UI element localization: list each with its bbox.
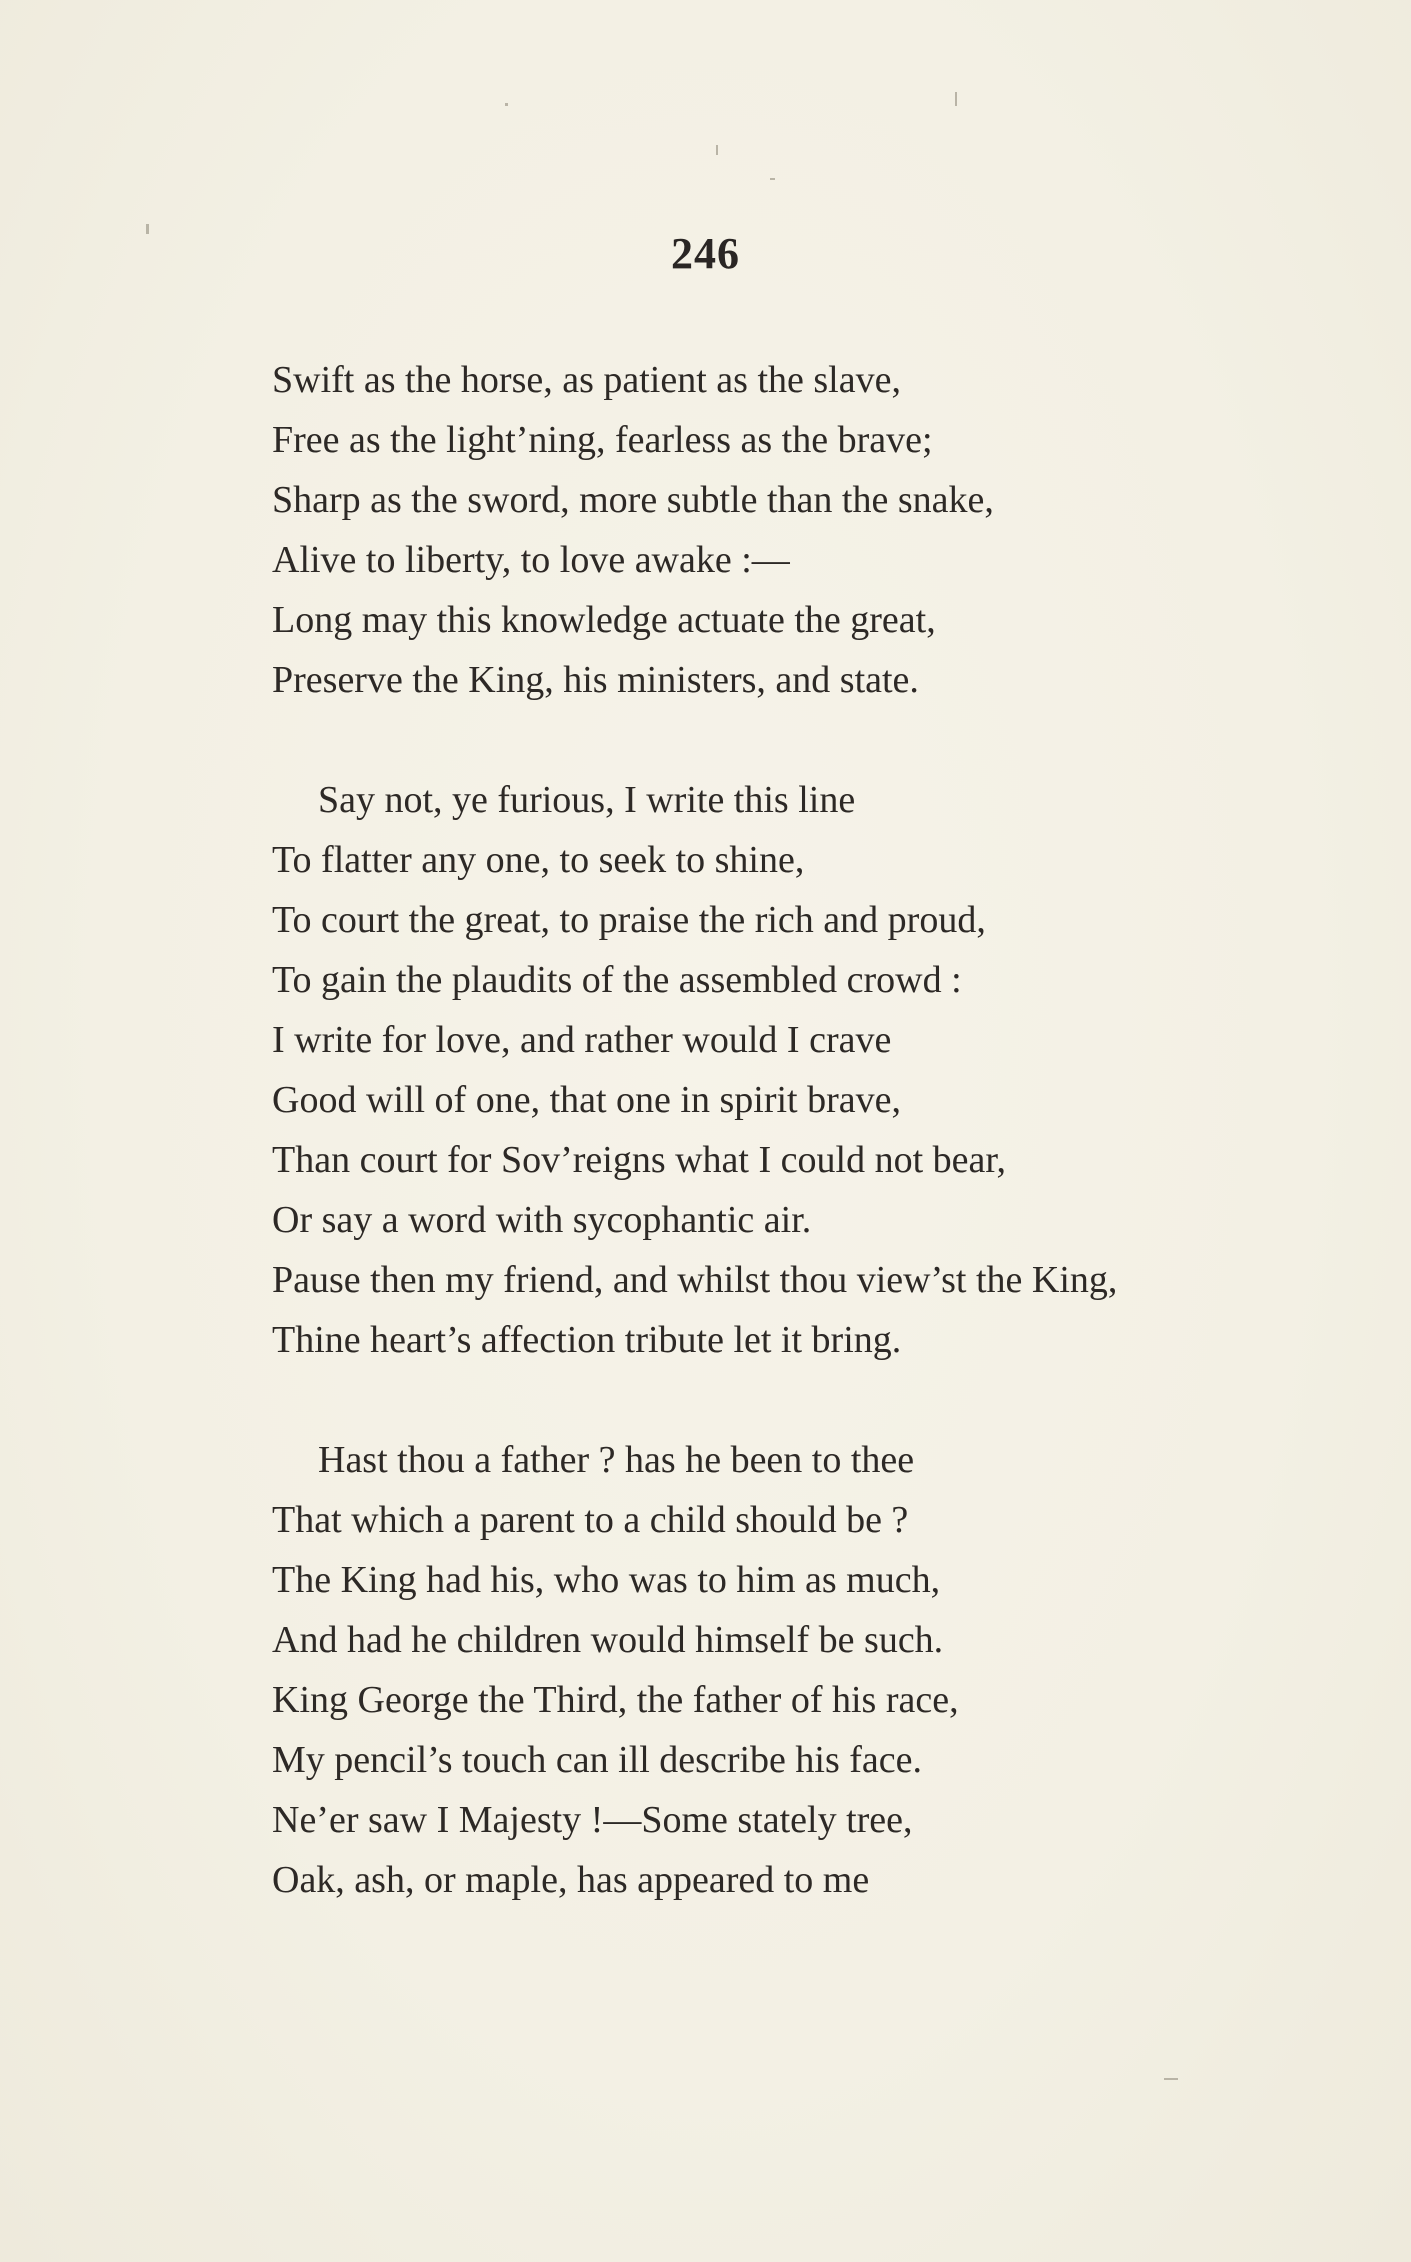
poem-body xyxy=(272,350,1332,1970)
poem-line: Good will of one, that one in spirit brave, xyxy=(272,1079,901,1121)
poem-line: Or say a word with sycophantic air. xyxy=(272,1199,812,1241)
poem-line: Preserve the King, his ministers, and state. xyxy=(272,659,919,701)
poem-line: Sharp as the sword, more subtle than the snake, xyxy=(272,479,994,521)
poem-line: The King had his, who was to him as much, xyxy=(272,1559,941,1601)
poem-line: Oak, ash, or maple, has appeared to me xyxy=(272,1859,870,1901)
poem-line: Thine heart’s affection tribute let it bring. xyxy=(272,1319,902,1361)
poem-line: And had he children would himself be such. xyxy=(272,1619,944,1661)
poem-line: To gain the plaudits of the assembled crowd : xyxy=(272,959,962,1001)
poem-line: King George the Third, the father of his race, xyxy=(272,1679,959,1721)
poem-line: To flatter any one, to seek to shine, xyxy=(272,839,805,881)
poem-line: Hast thou a father ? has he been to thee xyxy=(318,1439,915,1481)
poem-line: That which a parent to a child should be ? xyxy=(272,1499,909,1541)
poem-line: I write for love, and rather would I crave xyxy=(272,1019,892,1061)
paper-speck xyxy=(505,103,508,106)
poem-line: Swift as the horse, as patient as the slave, xyxy=(272,359,901,401)
poem-line: Than court for Sov’reigns what I could not bear, xyxy=(272,1139,1006,1181)
stanza-3 xyxy=(272,1430,1332,1910)
poem-line: Ne’er saw I Majesty !—Some stately tree, xyxy=(272,1799,913,1841)
poem-line: Alive to liberty, to love awake :— xyxy=(272,539,790,581)
poem-line: Say not, ye furious, I write this line xyxy=(318,779,856,821)
paper-speck xyxy=(770,178,775,180)
poem-line: Long may this knowledge actuate the great, xyxy=(272,599,936,641)
paper-speck xyxy=(1164,2078,1178,2080)
page-number: 246 xyxy=(671,229,740,278)
poem-line: My pencil’s touch can ill describe his face. xyxy=(272,1739,923,1781)
poem-line: Free as the light’ning, fearless as the brave; xyxy=(272,419,933,461)
stanza-2 xyxy=(272,770,1332,1370)
paper-speck xyxy=(955,92,957,106)
poem-line: To court the great, to praise the rich and proud, xyxy=(272,899,986,941)
poem-line: Pause then my friend, and whilst thou view’st the King, xyxy=(272,1259,1118,1301)
stanza-1 xyxy=(272,350,1332,710)
paper-speck xyxy=(716,145,718,155)
